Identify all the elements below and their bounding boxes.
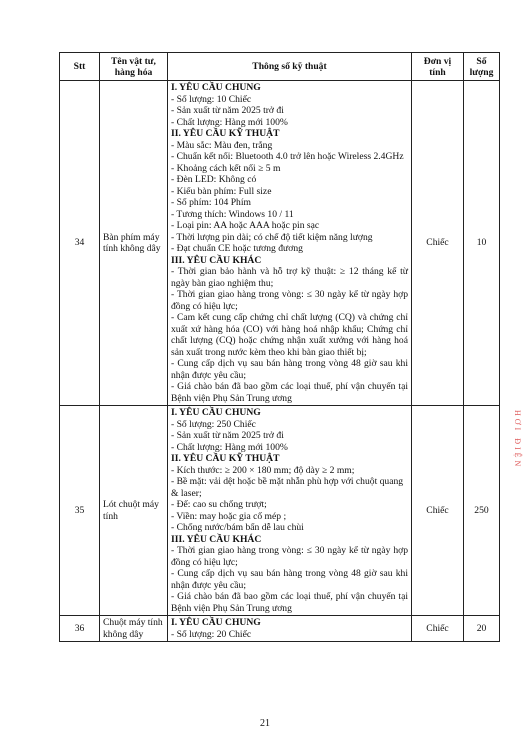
spec-section-heading: II. YÊU CẦU KỸ THUẬT [171,453,280,464]
spec-line: - Thời gian bảo hành và hỗ trợ kỹ thuật: ≥ 12 tháng kể từ ngày bàn giao nghiệm thu; [171,266,408,289]
header-qty: Số lượng [464,53,500,81]
spec-section-heading: I. YÊU CẦU CHUNG [171,617,261,628]
header-unit: Đơn vị tính [412,53,464,81]
spec-line: - Số lượng: 20 Chiếc [171,628,252,640]
row-spec [168,81,412,406]
header-spec: Thông số kỹ thuật [168,53,412,81]
spec-line: - Bề mặt: vải dệt hoặc bề mặt nhẵn phù hợp với chuột quang & laser; [171,476,404,499]
spec-line: - Cam kết cung cấp chứng chỉ chất lượng (CQ) và chứng chỉ xuất xứ hàng hóa (CO) với hàng hoá nhập khẩu; Chứng chỉ chất lượng (CQ) hoặc chứng nhận xuất xưởng với hàng hoá sản xuất trong nước kèm theo khi bàn giao thiết bị; [171,312,408,358]
spec-line: - Số lượng: 10 Chiếc [171,93,252,105]
spec-line: - Kiểu bàn phím: Full size [171,185,272,197]
row-item-name: Chuột máy tính không dây [100,616,168,642]
spec-line: - Cung cấp dịch vụ sau bán hàng trong vòng 48 giờ sau khi nhận được yêu cầu; [171,358,408,381]
spec-line: - Loại pin: AA hoặc AAA hoặc pin sạc [171,220,320,231]
page-number: 21 [260,718,270,729]
row-qty: 10 [464,81,500,406]
spec-line: - Giá chào bán đã bao gồm các loại thuế, phí vận chuyển tại Bệnh viện Phụ Sản Trung ương [171,591,408,614]
spec-line: - Thời gian giao hàng trong vòng: ≤ 30 ngày kể từ ngày hợp đồng có hiệu lực; [171,289,408,312]
spec-line: - Màu sắc: Màu đen, trắng [171,139,273,151]
spec-line: - Chuẩn kết nối: Bluetooth 4.0 trở lên hoặc Wireless 2.4GHz [171,151,404,162]
spec-line: - Đèn LED: Không có [171,174,257,185]
spec-section-heading: III. YÊU CẦU KHÁC [171,254,262,266]
spec-line: - Chất lượng: Hàng mới 100% [171,441,288,453]
table-header-row [60,53,500,81]
spec-line: - Đế: cao su chống trượt; [171,499,267,510]
equipment-spec-table [59,52,500,642]
row-unit: Chiếc [412,81,464,406]
spec-line: - Sản xuất từ năm 2025 trở đi [171,105,284,116]
margin-stamp: HƠI ĐIỆN [513,410,522,470]
table-row [60,616,500,642]
spec-line: - Kích thước: ≥ 200 × 180 mm; độ dày ≥ 2 mm; [171,464,355,476]
spec-section-heading: I. YÊU CẦU CHUNG [171,407,261,418]
spec-line: - Viền: may hoặc gia cố mép ; [171,510,287,522]
row-stt: 36 [60,616,100,642]
spec-line: - Giá chào bán đã bao gồm các loại thuế, phí vận chuyển tại Bệnh viện Phụ Sản Trung ương [171,381,408,404]
header-name: Tên vật tư, hàng hóa [100,53,168,81]
table-row [60,81,500,406]
spec-line: - Thời lượng pin dài; có chế độ tiết kiệm năng lượng [171,231,373,243]
header-stt: Stt [60,53,100,81]
spec-line: - Chống nước/bám bẩn dễ lau chùi [171,522,304,533]
spec-line: - Sản xuất từ năm 2025 trở đi [171,430,284,441]
spec-section-heading: II. YÊU CẦU KỸ THUẬT [171,128,280,139]
spec-line: - Số lượng: 250 Chiếc [171,418,256,430]
spec-line: - Đạt chuẩn CE hoặc tương đương [171,243,303,254]
spec-line: - Thời gian giao hàng trong vòng: ≤ 30 ngày kể từ ngày hợp đồng có hiệu lực; [171,545,408,568]
row-item-name: Lót chuột máy tính [100,406,168,616]
row-item-name: Bàn phím máy tính không dây [100,81,168,406]
spec-section-heading: I. YÊU CẦU CHUNG [171,82,261,93]
row-stt: 34 [60,81,100,406]
row-unit: Chiếc [412,616,464,642]
row-qty: 20 [464,616,500,642]
row-stt: 35 [60,406,100,616]
spec-line: - Số phím: 104 Phím [171,197,251,208]
row-unit: Chiếc [412,406,464,616]
spec-section-heading: III. YÊU CẦU KHÁC [171,533,262,545]
spec-line: - Tương thích: Windows 10 / 11 [171,208,294,220]
row-qty: 250 [464,406,500,616]
spec-line: - Cung cấp dịch vụ sau bán hàng trong vòng 48 giờ sau khi nhận được yêu cầu; [171,568,408,591]
row-spec [168,406,412,616]
table-row [60,406,500,616]
spec-line: - Khoảng cách kết nối ≥ 5 m [171,162,281,174]
row-spec [168,616,412,642]
spec-line: - Chất lượng: Hàng mới 100% [171,116,288,128]
